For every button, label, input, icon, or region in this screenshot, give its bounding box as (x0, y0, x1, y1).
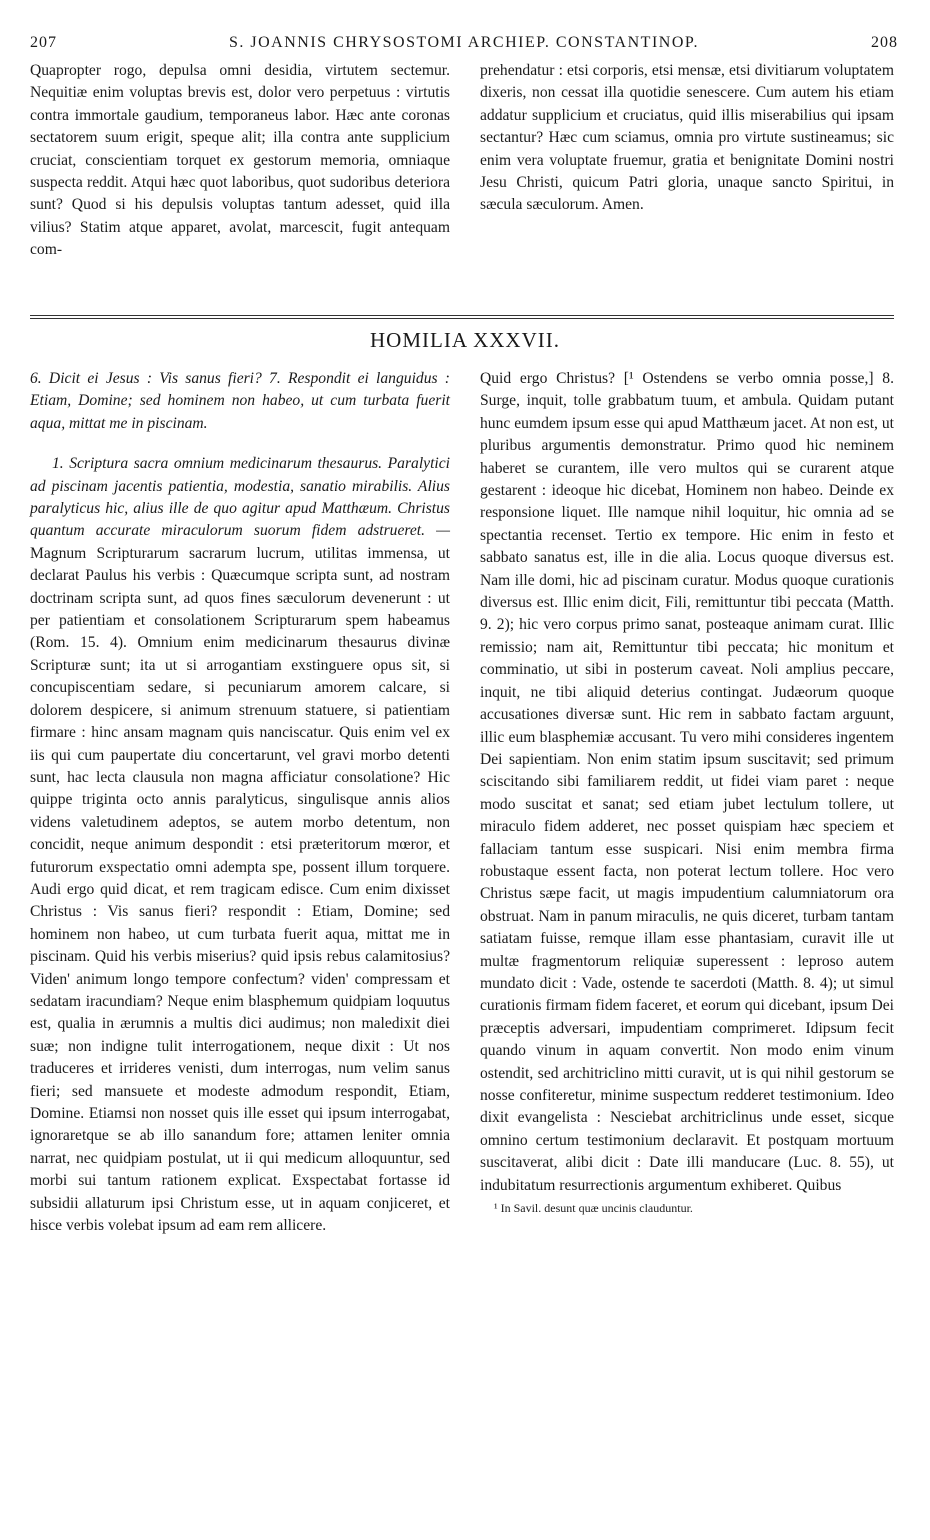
right-column (480, 368, 894, 1219)
right-body-text: Quid ergo Christus? [¹ Ostendens se verbo omnia posse,] 8. Surge, inquit, tolle grabbatum tuum, et ambula. Quidam putant hunc eumdem ipsum esse qui apud Matthæum jacet. At non est, ut pluribus argumentis demonstratur. Primo quod hic neminem haberet se curantem, ille vero multos qui se curarent atque gestarent : ideoque hic dicebat, Hominem non habeo. Deinde ex responsione liquet. Ille namque nihil loquitur, hic omnia ad se spectantia recenset. Tertio ex tempore. Hic enim in festo et sabbato sanatus est, ille in die alia. Locus quoque diversus est. Nam ille domi, hic ad piscinam curatur. Modus quoque curationis diversus est. Illic enim dicit, Fili, remittuntur tibi peccata (Matth. 9. 2); hic vero corpus primo sanat, posteaque animam curat. Illic remissio; nam ait, Remittuntur tibi peccata; hic monitum et comminatio, ut sibi in posterum caveat. Noli amplius peccare, inquit, ne tibi aliquid deterius contingat. Judæorum quoque accusationes diversæ sunt. Hic rem in sabbato factam arguunt, illic eum blasphemiæ accusant. Tu vero mihi consideres ingentem Dei sapientiam. Non enim statim ipsum suscitavit; sed primum sciscitando sibi familiarem reddit, ut fidei viam paret : neque modo suscitat et sanat; sed etiam jubet lectulum tollere, ut miraculo fidem adderet, nec posset quispiam hæc speciem et fallaciam tantum esse suspicari. Nisi enim membra firma robustaque essent facta, non poterat lectum tollere. Hoc vero Christus sæpe facit, ut magis impudentium calumniatorum ora obstruat. Nam in panum miraculis, ne quis diceret, turbam tantam satiatam fuisse, remque illam esse phantasiam, curavit ille ut multæ fragmentorum reliquiæ superessent : leproso autem mundato dicit : Vade, ostende te sacerdoti (Matth. 8. 4); ut simul curationis firmam fidem faceret, et eorum qui dicebant, ipsum Dei præceptis adversari, impudentiam comprimeret. Idipsum fecit quando vinum in aquam convertit. Non modo enim vinum ostendit, sed architriclino mitti curavit, ut is qui nihil gestorum se nosse confiteretur, minime suspectum redderet testimonium. Ideo dixit evangelista : Nesciebat architriclinus unde esset, sicque omnino certum testimonium declaravit. Et postquam mortuum suscitaverat, alibi dicit : Date illi manducare (Luc. 8. 55), ut indubitatum resurrectionis argumentum exhiberet. Quibus (480, 370, 894, 1194)
page-number-right: 208 (871, 34, 898, 51)
spacer (30, 435, 450, 453)
chapter-paragraph (30, 453, 450, 1237)
section-divider (30, 315, 894, 316)
homily-title: HOMILIA XXXVII. (370, 328, 560, 352)
left-body-text: Magnum Scripturarum sacrarum lucrum, utilitas immensa, ut declarat Paulus his verbis : Quæcumque scripta sunt, ad nostram doctrinam scripta sunt, ad quos fines sæculorum devenerunt : ut per patientiam et consolationem Scripturarum spem habeamus (Rom. 15. 4). Omnium enim medicinarum thesaurus divinæ Scripturæ sunt; ita ut si arrogantiam exstinguere opus sit, si concupiscentiam sedare, si pecuniarum amorem calcare, si dolorem despicere, si animum strenuum statuere, si patientiam firmare : hinc ansam magnam quis nanciscatur. Quis enim vel ex iis qui cum paupertate diu concertarunt, vel gravi morbo detenti sunt, hac lecta clausula non magna afficiatur consolatione? Hic quippe triginta octo annis paralyticus, singulisque annis alios videns valetudinem adeptos, se autem morbo detentum, non concidit, neque animum despondit : etsi præteritorum mœror, et futurorum exspectatio omni adempta spe, possent illum torquere. Audi ergo quid dicat, et rem tragicam edisce. Cum enim dixisset Christus : Vis sanus fieri? respondit : Etiam, Domine; sed hominem non habeo, ut cum turbata fuerit aqua, mittat me in piscinam. Quid his verbis miserius? quid ipsis rebus calamitosius? Viden' animum longo tempore confectum? viden' compressam et sedatam iracundiam? Neque enim blasphemum quidpiam loquutus est, qualia in ærumnis a multis dici audimus; non maledixit diei suæ; non indigne tulit interrogationem, neque dixit : Ut nos traduceres et irrideres venisti, dum interrogas, num velim sanus fieri; sed mansuete et modeste admodum respondit, Etiam, Domine. Etiamsi non nosset quis ille esset qui ipsum interrogabat, ignoraretque se ab illo sanandum fore; attamen leniter omnia narrat, nec quidpiam postulat, ut ii qui medicum alloquuntur, sed morbi sui tantum rationem explicat. Exspectabat fortasse id subsidii allaturum ipsi Christum esse, ut in aquam conjiceret, et hisce verbis volebat ipsum ad eam rem allicere. (30, 544, 450, 1235)
running-header (30, 34, 898, 56)
top-left-column (30, 60, 450, 262)
scripture-lemma: 6. Dicit ei Jesus : Vis sanus fieri? 7. Respondit ei languidus : Etiam, Domine; sed hominem non habeo, ut cum turbata fuerit aqua, mittat me in piscinam. (30, 370, 450, 432)
left-column (30, 368, 450, 1237)
top-right-column (480, 60, 894, 217)
top-left-text: Quapropter rogo, depulsa omni desidia, virtutem sectemur. Nequitiæ enim voluptas brevis est, dolor vero perpetuus : virtutis contra immortale gaudium, temporaneus labor. Hæc ante coronas sectatorem suum erigit, speque alit; illa contra ante supplicium cruciat, conscientiam torquet ex gestorum memoria, omniaque suspecta reddit. Atqui hæc quot laboribus, quot sudoribus deteriora sunt? Quod si his depulsis voluptas tantum adesset, quid illa vilius? Statim atque apparet, avolat, marcescit, fugit antequam com- (30, 62, 450, 259)
footnote: ¹ In Savil. desunt quæ uncinis clauduntur. (494, 1201, 693, 1216)
section-divider-second (30, 318, 894, 319)
running-title: S. JOANNIS CHRYSOSTOMI ARCHIEP. CONSTANTINOP. (229, 34, 699, 51)
chapter-summary: 1. Scriptura sacra omnium medicinarum thesaurus. Paralytici ad piscinam jacentis patientia, modestia, sanatio mirabilis. Alius paralyticus hic, alius ille de quo agitur apud Matthæum. Christus quantum accurate miraculorum suorum fidem adstrueret. — (30, 455, 450, 540)
page-number-left: 207 (30, 34, 57, 51)
top-right-text: prehendatur : etsi corporis, etsi mensæ, etsi divitiarum voluptatem dixeris, non cessat illa quotidie senescere. Cum autem his etiam addatur supplicium et cruciatus, quid illis miserabilius qui ipsam sectantur? Hæc cum sciamus, omnia pro virtute sustineamus; sic enim vera voluptate fruemur, gratia et benignitate Domini nostri Jesu Christi, quicum Patri gloria, unaque sancto Spiritui, in sæcula sæculorum. Amen. (480, 62, 894, 214)
